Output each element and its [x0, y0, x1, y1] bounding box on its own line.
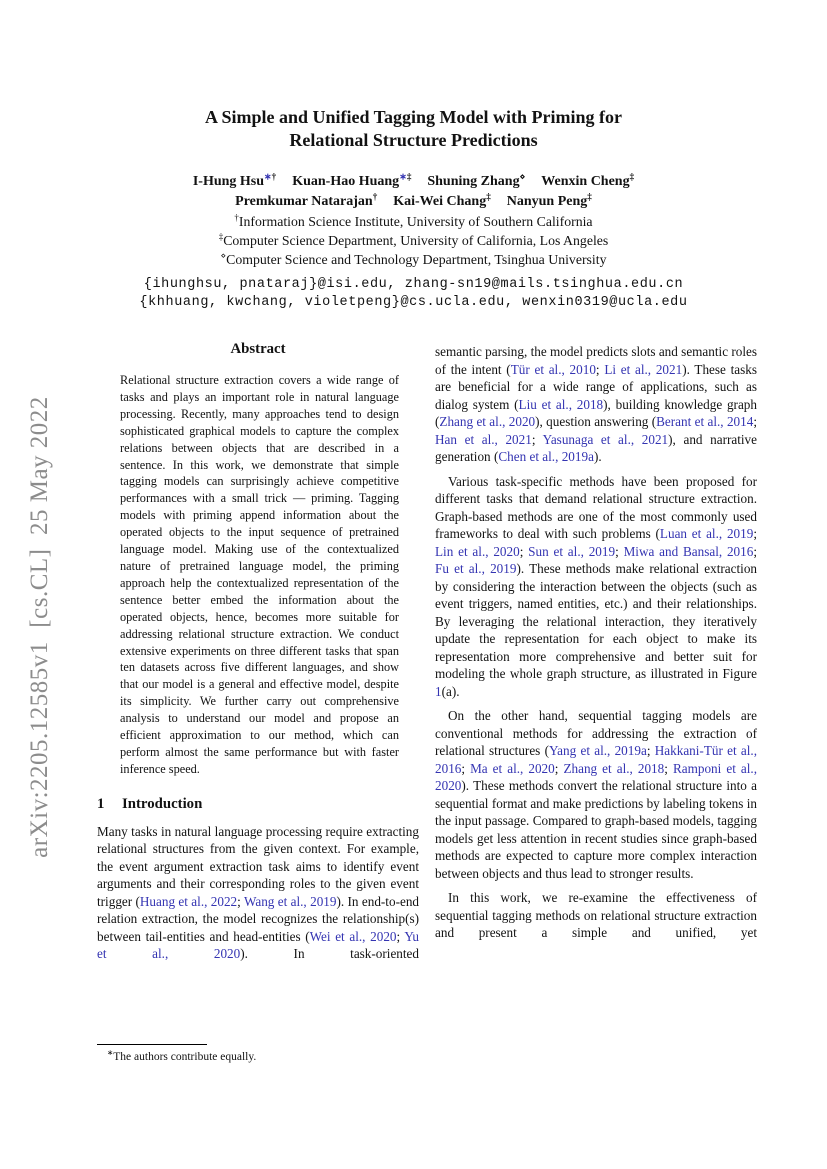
email-line-1: {ihunghsu, pnataraj}@isi.edu, zhang-sn19@mails.tsinghua.edu.cn: [143, 277, 684, 292]
text-segment: semantic parsing, the model predicts slots and semantic roles of the intent (: [435, 344, 757, 377]
text-segment: On the other hand, sequential tagging models are conventional methods for addressing the extraction of relational structures (: [435, 708, 757, 758]
citation-link[interactable]: Liu et al., 2018: [518, 396, 604, 412]
text-segment: Many tasks in natural language processing require extracting relational structures from the given context. For example, the event argument extraction task aims to identify event arguments and their corresponding roles to the given event trigger (: [97, 823, 419, 909]
text-segment: ). These tasks are beneficial for a wide range of applications, such as dialog system (: [435, 361, 757, 412]
emails-block: [0, 276, 827, 311]
text-segment: ;: [595, 361, 605, 377]
paper-title-line-1: A Simple and Unified Tagging Model with Priming for: [204, 107, 623, 127]
citation-link[interactable]: Yu et al., 2020: [97, 928, 419, 962]
col2-paragraph-4: [435, 889, 757, 942]
author-line-1: [0, 172, 827, 192]
col2-paragraph-1: [435, 343, 757, 466]
text-segment: Wenxin Cheng: [541, 174, 630, 189]
superscript-marker: ‡: [406, 171, 412, 182]
text-segment: (a).: [441, 683, 460, 699]
text-segment: ;: [753, 526, 758, 541]
abstract-text: Relational structure extraction covers a wide range of tasks and plays an important role in natural language processing. Recently, many approaches tend to design sophisticated graphical models to capture the complex relations between objects that are described in a sentence. In this work, we demonstrate that simple tagging models can surprisingly achieve competitive performances with a small trick — priming. Tagging models with priming append information about the operated objects to the input sequence of pretrained language model. Making use of the contextualized nature of pretrained language model, the priming approach help the contextualized representation of the sentence better embed the information about the operated objects, hence, becomes more suitable for addressing relational structure extraction. We conduct extensive experiments on three different tasks that span ten datasets across five different languages, and show that our model is a general and effective model, despite its simplicity. We further carry out comprehensive analysis to understand our model and propose an efficient approximation to our method, which can perform almost the same performance but with faster inference speed.: [120, 373, 399, 776]
author-line-2: [0, 192, 827, 212]
citation-link[interactable]: Lin et al., 2020: [435, 543, 520, 559]
text-segment: Information Science Institute, University of Southern California: [238, 214, 593, 229]
superscript-marker: ⋄: [220, 250, 227, 261]
text-segment: ), question answering (: [535, 414, 657, 429]
affiliations-block: [0, 212, 827, 269]
citation-link[interactable]: ∗: [264, 171, 272, 182]
section-heading-introduction: [97, 796, 419, 813]
text-segment: Computer Science and Technology Department, Tsinghua University: [226, 252, 607, 267]
citation-link[interactable]: Fu et al., 2019: [435, 561, 517, 576]
text-segment: ;: [646, 743, 655, 758]
col2-paragraph-2: [435, 473, 757, 701]
text-segment: ;: [531, 431, 543, 447]
text-segment: Premkumar Natarajan: [235, 194, 373, 209]
text-segment: Computer Science Department, University of California, Los Angeles: [223, 233, 609, 248]
text-segment: ;: [519, 543, 529, 559]
paper-title-line-2: Relational Structure Predictions: [289, 130, 538, 150]
superscript-marker: ‡: [486, 191, 491, 202]
text-segment: ;: [664, 760, 673, 776]
text-segment: ), building knowledge graph (: [435, 396, 757, 429]
superscript-marker: ‡: [218, 231, 224, 242]
citation-link[interactable]: Wei et al., 2020: [309, 928, 397, 944]
citation-link[interactable]: Luan et al., 2019: [659, 526, 754, 541]
citation-link[interactable]: Tür et al., 2010: [510, 361, 596, 377]
superscript-marker: ∗: [107, 1048, 114, 1058]
text-segment: ), and narrative generation (: [435, 431, 757, 464]
citation-link[interactable]: Yasunaga et al., 2021: [542, 431, 669, 447]
citation-link[interactable]: Berant et al., 2014: [656, 414, 754, 429]
text-segment: The authors contribute equally.: [113, 1051, 257, 1063]
text-segment: ;: [753, 543, 757, 559]
text-segment: ;: [461, 760, 471, 776]
text-segment: Kai-Wei Chang: [393, 194, 487, 209]
arxiv-watermark: arXiv:2205.12585v1 [cs.CL] 25 May 2022: [26, 396, 53, 858]
text-segment: I-Hung Hsu: [192, 174, 265, 189]
authors-block: [0, 172, 827, 212]
affiliation-ucla: [0, 231, 827, 250]
text-segment: ;: [396, 928, 405, 944]
text-segment: ;: [554, 760, 564, 776]
right-column: [435, 341, 757, 963]
citation-link[interactable]: 1: [435, 683, 442, 699]
text-segment: Kuan-Hao Huang: [292, 174, 400, 189]
footnote-rule: [97, 1044, 207, 1045]
citation-link[interactable]: Zhang et al., 2020: [439, 414, 536, 429]
footnote-block: [97, 1044, 419, 1064]
text-segment: ). In end-to-end relation extraction, the model recognizes the relationship(s) between tail-entities and head-entities (: [97, 893, 420, 944]
affiliation-usc: [0, 212, 827, 231]
text-segment: Various task-specific methods have been proposed for different tasks that demand relational structure extraction. Graph-based methods are one of the most commonly used frameworks to deal with such problems (: [435, 473, 757, 541]
citation-link[interactable]: ∗: [399, 171, 407, 182]
section-number: 1: [97, 795, 105, 812]
superscript-marker: †: [271, 171, 277, 182]
citation-link[interactable]: Han et al., 2021: [435, 431, 532, 447]
text-segment: ). These methods convert the relational structure into a sequential format and make predictions by labeling tokens in the input passage. Compared to graph-based models, tagging models get less attention in recent studies since graph-based methods are expected to capture more complex interaction between objects and thus lead to stronger results.: [435, 778, 757, 881]
text-segment: ). In task-oriented: [240, 946, 419, 962]
citation-link[interactable]: Huang et al., 2022: [139, 893, 238, 909]
text-segment: Shuning Zhang: [427, 174, 520, 189]
text-segment: Nanyun Peng: [506, 194, 588, 209]
citation-link[interactable]: Yang et al., 2019a: [548, 743, 647, 758]
citation-link[interactable]: Ramponi et al., 2020: [435, 760, 757, 793]
text-segment: ;: [615, 543, 624, 559]
superscript-marker: ‡: [587, 191, 592, 202]
paper-title: [0, 106, 827, 152]
title-block: [0, 106, 827, 152]
intro-paragraph-1: [97, 823, 419, 963]
citation-link[interactable]: Miwa and Bansal, 2016: [623, 543, 754, 559]
superscript-marker: †: [372, 191, 378, 202]
superscript-marker: ⋄: [519, 171, 526, 182]
citation-link[interactable]: Chen et al., 2019a: [498, 449, 594, 464]
text-segment: ;: [753, 414, 757, 429]
citation-link[interactable]: Sun et al., 2019: [528, 543, 616, 559]
left-column: [97, 341, 419, 963]
section-title: Introduction: [122, 795, 203, 812]
superscript-marker: †: [234, 212, 239, 223]
citation-link[interactable]: Ma et al., 2020: [470, 760, 555, 776]
citation-link[interactable]: Li et al., 2021: [604, 361, 683, 377]
text-segment: ;: [237, 893, 244, 909]
superscript-marker: ‡: [629, 171, 635, 182]
affiliation-tsinghua: [0, 250, 827, 269]
email-line-2: {khhuang, kwchang, violetpeng}@cs.ucla.edu, wenxin0319@ucla.edu: [139, 294, 688, 310]
abstract-heading: Abstract: [230, 341, 286, 357]
citation-link[interactable]: Wang et al., 2019: [243, 893, 337, 909]
citation-link[interactable]: Zhang et al., 2018: [563, 760, 665, 776]
text-segment: ). These methods make relational extraction by considering the interaction between the objects (such as event triggers, named entities, etc.) and their relationships. By leveraging the relational interaction, they iteratively update the representation for each object to make its representation more comprehensive and better suit for modeling the whole graph structure, as illustrated in Figure: [435, 561, 758, 681]
col2-paragraph-3: [435, 707, 757, 882]
equal-contribution-footnote: [107, 1050, 419, 1064]
text-segment: In this work, we re-examine the effectiveness of sequential tagging methods on relational structure extraction and present a simple and unified, yet: [435, 890, 757, 940]
text-segment: ).: [593, 449, 602, 464]
citation-link[interactable]: Hakkani-Tür et al., 2016: [435, 743, 757, 776]
two-column-body: [97, 341, 757, 963]
